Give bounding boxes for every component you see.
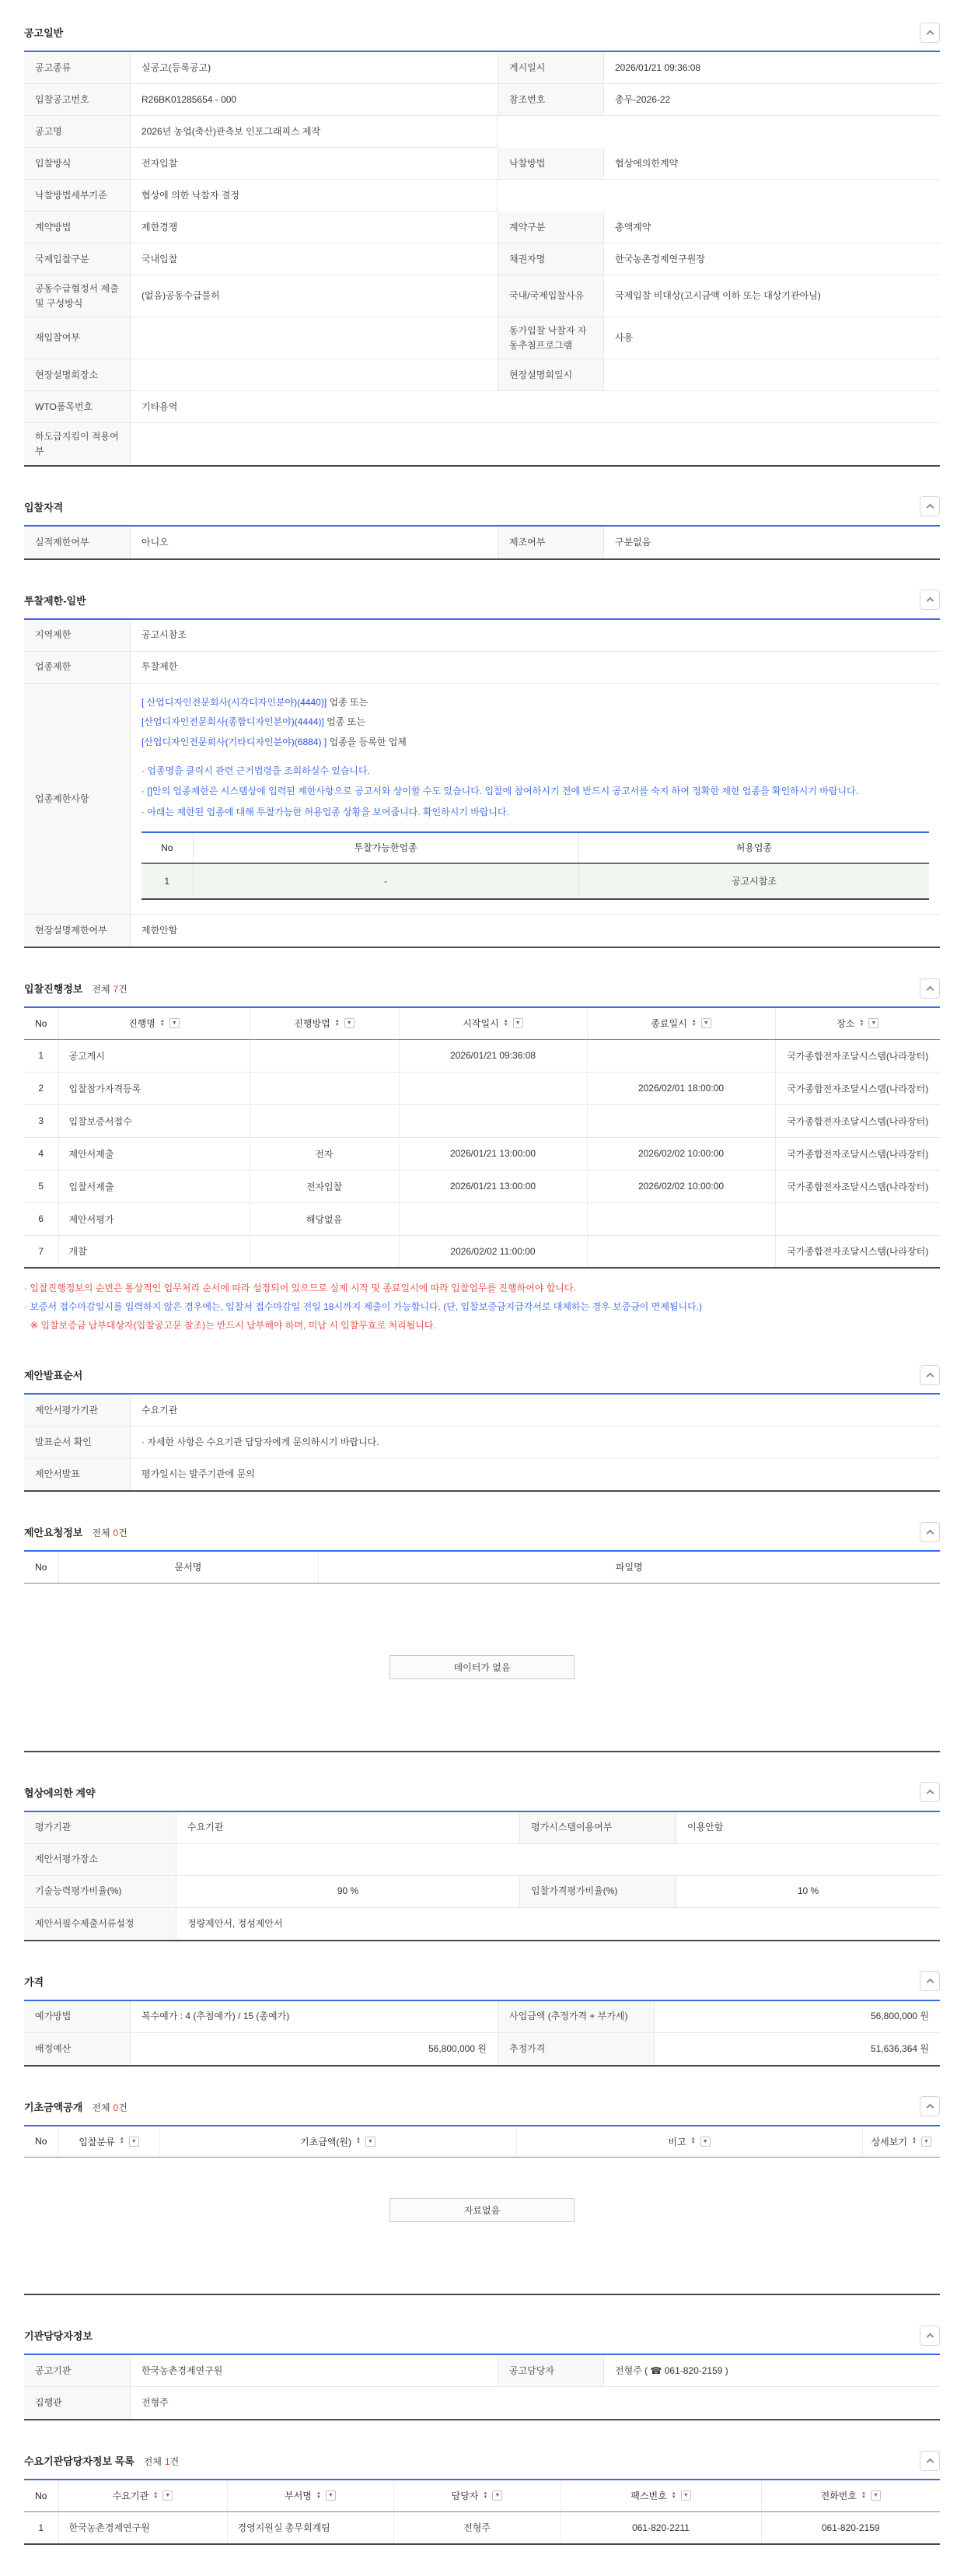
kv-value: 10 % (676, 1876, 940, 1908)
kv-label: 현장설명회장소 (24, 359, 131, 391)
chevron-up-icon (926, 2458, 934, 2466)
collapse-button[interactable] (920, 1365, 940, 1385)
cell-no: 7 (38, 1245, 44, 1257)
kv-label: 실적제한여부 (24, 527, 131, 558)
chevron-up-icon (926, 1790, 934, 1797)
rfp-table (24, 1550, 940, 1584)
section-header (24, 1364, 940, 1385)
kv-label: 예가방법 (24, 2001, 131, 2033)
section-title: 제안발표순서 (24, 1370, 83, 1382)
collapse-button[interactable] (920, 1522, 940, 1542)
kv-label: 계약방법 (24, 212, 131, 243)
section-header (24, 1521, 940, 1542)
column-header-amount: 기초금액(원) ▲ ▼ ▼ (159, 2126, 516, 2158)
cell-step: 개찰 (58, 1235, 250, 1268)
cell-start (399, 1104, 587, 1137)
table-header-row (24, 1007, 940, 1039)
sort-icon[interactable]: ▲ ▼ (356, 2137, 361, 2146)
chevron-up-icon (926, 1372, 934, 1380)
kv-value: 실공고(등록공고) (131, 52, 498, 84)
cell-step: 제안서평가 (58, 1202, 250, 1235)
kv-label: 국제입찰구분 (24, 243, 131, 275)
presentation-table (24, 1393, 940, 1492)
collapse-button[interactable] (920, 23, 940, 43)
section-header (24, 2096, 940, 2117)
restriction-note: · 업종명을 클릭시 관련 근거법령을 조회하실수 있습니다. (141, 765, 370, 776)
cell-org: 한국농촌경제연구원 (58, 2511, 227, 2544)
section-rfp (24, 1521, 940, 1752)
sort-icon[interactable]: ▲ ▼ (159, 1018, 165, 1027)
footnote: · 입찰진행정보의 순번은 통상적인 업무처리 순서에 따라 설정되어 있으므로 실제 시작 및 종료일시에 따라 입찰업무를 진행하여야 합니다. (24, 1283, 576, 1294)
qualification-table (24, 525, 940, 560)
kv-value: 정량제안서, 정성제안서 (187, 1917, 283, 1929)
price-table (24, 2000, 940, 2067)
cell-no: 6 (24, 1202, 58, 1235)
kv-label: 추정가격 (498, 2033, 655, 2065)
cell-start: 2026/01/21 13:00:00 (399, 1137, 587, 1170)
kv-value: (없음)공동수급불허 (131, 275, 498, 317)
filter-icon[interactable]: ▼ (129, 2137, 139, 2147)
cell-method: 해당없음 (250, 1202, 399, 1235)
kv-label: 현장설명회일시 (498, 359, 604, 391)
filter-icon[interactable]: ▼ (365, 2137, 375, 2147)
kv-value-with-phone-icon: 전형주 ( ☎ 061-820-2159 ) (604, 2355, 940, 2387)
kv-label: 제안서필수제출서류설정 (24, 1908, 176, 1940)
kv-label: 배정예산 (24, 2033, 131, 2065)
table-header-row (24, 1551, 940, 1583)
section-qualification (24, 496, 940, 560)
section-title: 입찰자격 (24, 501, 64, 513)
kv-label: 발표순서 확인 (24, 1426, 131, 1458)
table-row (24, 1039, 940, 1072)
chevron-up-icon (926, 30, 934, 37)
section-header (24, 1782, 940, 1803)
section-header (24, 2450, 940, 2471)
kv-value: 구분없음 (615, 536, 651, 548)
cell-step: 제안서제출 (58, 1137, 250, 1170)
cell-place: 국가종합전자조달시스템(나라장터) (775, 1235, 940, 1268)
kv-label: 공고종류 (24, 52, 131, 84)
filter-icon[interactable]: ▼ (513, 1018, 523, 1028)
table-row (24, 2511, 940, 2544)
kv-value: 사용 (604, 317, 940, 359)
column-header-person: 담당자 ▲ ▼ ▼ (393, 2480, 561, 2511)
kv-value: 평가일시는 발주기관에 문의 (141, 1468, 255, 1480)
total-count-badge: 전체 0건 (92, 2102, 127, 2113)
column-header-category: 입찰분류 ▲ ▼ ▼ (58, 2126, 159, 2158)
kv-label: 평가시스템이용여부 (519, 1812, 676, 1844)
cell-step: 입찰참가자격등록 (58, 1072, 250, 1104)
kv-label: 업종제한사항 (24, 684, 131, 915)
column-header: 허용업종 (578, 832, 929, 863)
sort-icon[interactable]: ▲ ▼ (690, 2137, 696, 2146)
cell-phone: 061-820-2159 (761, 2511, 940, 2544)
section-title: 입찰진행정보 (24, 983, 83, 996)
link-suffix: 업종을 등록한 업체 (327, 737, 407, 748)
cell-place: 국가종합전자조달시스템(나라장터) (775, 1170, 940, 1202)
kv-label: 기술능력평가비율(%) (24, 1876, 176, 1908)
cell-no: 5 (24, 1170, 58, 1202)
cell-no: 2 (24, 1072, 58, 1104)
empty-cell (498, 180, 940, 212)
kv-label: 재입찰여부 (24, 317, 131, 359)
table-row (24, 1235, 940, 1268)
sort-icon[interactable]: ▲ ▼ (483, 2490, 488, 2500)
section-progress (24, 978, 940, 1335)
kv-label: 평가기관 (24, 1812, 176, 1844)
cell-step: 공고게시 (58, 1039, 250, 1072)
kv-value: 한국농촌경제연구원장 (604, 243, 940, 275)
cell-biddable-industry: - (193, 863, 578, 899)
restriction-note: · []안의 업종제한은 시스템상에 입력된 제한사항으로 공고서와 상이할 수도 있습니다. 입찰에 참여하시기 전에 반드시 공고서를 숙지 하여 정확한 제한 업종을 확인하시기 바랍니다. (141, 786, 858, 797)
industry-link-line (141, 693, 929, 713)
kv-value (176, 1844, 940, 1876)
section-title: 수요기관담당자정보 목록 (24, 2455, 134, 2468)
cell-method: 전자 (250, 1137, 399, 1170)
filter-icon[interactable]: ▼ (871, 2490, 881, 2501)
table-row (24, 1170, 940, 1202)
cell-end (587, 1235, 775, 1268)
kv-value: 투찰제한 (131, 652, 940, 684)
kv-value: 공고시참조 (131, 620, 940, 652)
cell-end (587, 1202, 775, 1235)
column-header-no: No (24, 1007, 58, 1039)
kv-label: 채권자명 (498, 243, 604, 275)
kv-value: 총액계약 (604, 212, 940, 243)
table-header-row (24, 2480, 940, 2511)
cell-place (775, 1202, 940, 1235)
cell-method (250, 1072, 399, 1104)
cell-end (587, 1104, 775, 1137)
section-header (24, 978, 940, 999)
filter-icon[interactable]: ▼ (162, 2490, 173, 2501)
kv-value (131, 317, 498, 359)
kv-value: 복수예가 : 4 (추첨예가) / 15 (총예가) (131, 2001, 498, 2033)
kv-label: 계약구분 (498, 212, 604, 243)
restriction-table (24, 618, 940, 949)
collapse-button[interactable] (920, 2451, 940, 2471)
restriction-note: · 아래는 제한된 업종에 대해 투찰가능한 허용업종 상황을 보여줍니다. 확인하시기 바랍니다. (141, 806, 509, 817)
kv-label: 동가입찰 낙찰자 자동추첨프로그램 (498, 317, 604, 359)
industry-code-link[interactable]: [산업디자인전문회사(기타디자인분야)(6884) ] (141, 737, 327, 748)
kv-value: 협상에의한계약 (604, 148, 940, 180)
kv-value: 2026년 농업(축산)관측보 인포그래픽스 제작 (131, 116, 498, 148)
chevron-up-icon (926, 2333, 934, 2340)
kv-label: 하도급지킴이 적용여부 (24, 423, 131, 464)
column-header-file: 파일명 (318, 1551, 940, 1583)
section-title: 기초금액공개 (24, 2101, 83, 2113)
table-row (24, 1072, 940, 1104)
filter-icon[interactable]: ▼ (492, 2490, 502, 2501)
collapse-button[interactable] (920, 978, 940, 999)
section-title: 기관담당자정보 (24, 2330, 93, 2343)
cell-allowed-industry: 공고시참조 (578, 863, 929, 899)
general-info-table (24, 51, 940, 467)
kv-label: 입찰공고번호 (24, 84, 131, 116)
industry-code-link[interactable]: [ 산업디자인전문회사(시각디자인분야)(4440)] (141, 696, 327, 708)
kv-value: 90 % (176, 1876, 519, 1908)
industry-restriction-detail (131, 684, 940, 915)
cell-place: 국가종합전자조달시스템(나라장터) (775, 1137, 940, 1170)
filter-icon[interactable]: ▼ (701, 1018, 711, 1028)
kv-label: 제조여부 (498, 527, 604, 558)
sort-icon[interactable]: ▲ ▼ (316, 2490, 321, 2500)
column-header-remark: 비고 ▲ ▼ ▼ (516, 2126, 862, 2158)
filter-icon[interactable]: ▼ (868, 1018, 878, 1028)
total-count-badge: 전체 1건 (143, 2456, 180, 2468)
table-row (24, 1137, 940, 1170)
collapse-button[interactable] (920, 496, 940, 516)
cell-start: 2026/01/21 13:00:00 (399, 1170, 587, 1202)
kv-label: 공동수급협정서 제출 및 구성방식 (24, 275, 131, 317)
kv-value: 수요기관 (131, 1395, 940, 1426)
cell-no: 1 (141, 863, 193, 899)
cell-start: 2026/02/02 11:00:00 (399, 1235, 587, 1268)
section-title: 가격 (24, 1976, 44, 1988)
kv-value: 국제입찰 비대상(고시금액 이하 또는 대상기관아님) (604, 275, 940, 317)
cell-place: 국가종합전자조달시스템(나라장터) (775, 1039, 940, 1072)
filter-icon[interactable]: ▼ (326, 2490, 336, 2501)
allowed-industry-table (141, 831, 929, 900)
table-header-row (141, 832, 929, 863)
kv-value: 전자입찰 (131, 148, 498, 180)
kv-value: 제한안함 (141, 925, 178, 936)
sort-icon[interactable]: ▲ ▼ (861, 2490, 866, 2500)
kv-value: · 자세한 사항은 수요기관 담당자에게 문의하시기 바랍니다. (131, 1426, 940, 1458)
section-header (24, 2325, 940, 2346)
sort-icon[interactable]: ▲ ▼ (153, 2490, 159, 2500)
link-suffix: 업종 또는 (327, 696, 368, 708)
section-agency-contact (24, 2325, 940, 2420)
kv-value: 2026/01/21 09:36:08 (604, 52, 940, 84)
cell-person: 전형주 (393, 2511, 561, 2544)
cell-no: 3 (24, 1104, 58, 1137)
cell-method (250, 1104, 399, 1137)
cell-no: 1 (38, 2522, 44, 2533)
industry-link-line (141, 712, 929, 733)
section-title: 제안요청정보 (24, 1527, 83, 1539)
cell-start: 2026/01/21 09:36:08 (399, 1039, 587, 1072)
kv-value: 기타용역 (131, 391, 940, 423)
kv-label: 제안서평가장소 (24, 1844, 176, 1876)
sort-icon[interactable]: ▲ ▼ (671, 2490, 676, 2500)
cell-no: 1 (24, 1039, 58, 1072)
cell-no: 4 (24, 1137, 58, 1170)
cell-method: 전자입찰 (250, 1170, 399, 1202)
section-negotiation (24, 1782, 940, 1941)
column-header-fax: 팩스번호 ▲ ▼ ▼ (561, 2480, 761, 2511)
column-header: 투찰가능한업종 (193, 832, 578, 863)
table-row (141, 863, 929, 899)
cell-end: 2026/02/02 10:00:00 (587, 1170, 775, 1202)
collapse-button[interactable] (920, 1782, 940, 1802)
column-header-no: No (24, 2126, 58, 2158)
section-title: 협상에의한 계약 (24, 1787, 96, 1799)
section-header (24, 1971, 940, 1992)
kv-value (604, 359, 940, 391)
column-header-place: 장소 ▲ ▼ ▼ (775, 1007, 940, 1039)
industry-link-line (141, 733, 929, 753)
filter-icon[interactable]: ▼ (921, 2137, 931, 2147)
section-header (24, 590, 940, 611)
section-base-amount (24, 2096, 940, 2296)
kv-value: 56,800,000 원 (655, 2001, 940, 2033)
column-header-detail: 상세보기 ▲ ▼ ▼ (862, 2126, 940, 2158)
kv-value: 전형주 (141, 2397, 169, 2409)
collapse-button[interactable] (920, 590, 940, 610)
kv-value: 이용안함 (676, 1812, 940, 1844)
kv-value: 총무-2026-22 (604, 84, 940, 116)
progress-footnotes (24, 1279, 940, 1335)
kv-label: 현장설명제한여부 (24, 915, 131, 947)
sort-icon[interactable]: ▲ ▼ (119, 2137, 124, 2146)
section-general (24, 22, 940, 467)
section-title: 공고일반 (24, 27, 64, 39)
filter-icon[interactable]: ▼ (169, 1018, 180, 1028)
total-count-badge: 전체 7건 (92, 984, 127, 996)
total-count-badge: 전체 0건 (92, 1528, 127, 1539)
kv-label: 국내/국제입찰사유 (498, 275, 604, 317)
kv-label: 제안서평가기관 (24, 1395, 131, 1426)
progress-table (24, 1006, 940, 1269)
chevron-up-icon (926, 1979, 934, 1986)
cell-dept: 경영지원실 총무회계팀 (227, 2511, 393, 2544)
empty-table-zone (24, 2158, 940, 2295)
table-row (24, 1202, 940, 1235)
kv-value: 국내입찰 (131, 243, 498, 275)
section-header (24, 22, 940, 43)
kv-value: 협상에 의한 낙찰자 결정 (131, 180, 498, 212)
collapse-button[interactable] (920, 2326, 940, 2346)
column-header-org: 수요기관 ▲ ▼ ▼ (58, 2480, 227, 2511)
filter-icon[interactable]: ▼ (700, 2137, 711, 2147)
kv-label: 사업금액 (추정가격 + 부가세) (498, 2001, 655, 2033)
sort-icon[interactable]: ▲ ▼ (691, 1018, 697, 1027)
column-header-method: 진행방법 ▲ ▼ ▼ (250, 1007, 399, 1039)
kv-label: 지역제한 (24, 620, 131, 652)
agency-contact-table (24, 2354, 940, 2420)
cell-end: 2026/02/02 10:00:00 (587, 1137, 775, 1170)
kv-value: R26BK01285654 - 000 (131, 84, 498, 116)
kv-label: 공고담당자 (498, 2355, 604, 2387)
kv-label: 공고명 (24, 116, 131, 148)
chevron-up-icon (926, 2104, 934, 2112)
column-header-doc: 문서명 (58, 1551, 318, 1583)
kv-value (131, 359, 498, 391)
kv-value: 아니오 (141, 536, 169, 548)
kv-value: 제한경쟁 (131, 212, 498, 243)
kv-label: 제안서발표 (24, 1458, 131, 1490)
kv-value: 51,636,364 원 (871, 2042, 929, 2054)
footnote: · 보증서 접수마감일시를 입력하지 않은 경우에는, 입찰서 접수마감일 전일 18시까지 제출이 가능합니다. (단, 입찰보증금지급각서로 대체하는 경우 보증금이 면제됩니다.) (24, 1301, 703, 1313)
kv-value: 수요기관 (176, 1812, 519, 1844)
column-header: No (141, 832, 193, 863)
sort-icon[interactable]: ▲ ▼ (911, 2137, 917, 2146)
cell-place: 국가종합전자조달시스템(나라장터) (775, 1104, 940, 1137)
filter-icon[interactable]: ▼ (344, 1018, 355, 1028)
cell-method (250, 1039, 399, 1072)
kv-value: 56,800,000 원 (428, 2042, 487, 2054)
base-amount-table (24, 2125, 940, 2158)
section-presentation (24, 1364, 940, 1492)
sort-icon[interactable]: ▲ ▼ (334, 1018, 340, 1027)
demand-contacts-table (24, 2479, 940, 2545)
kv-label: 참조번호 (498, 84, 604, 116)
negotiation-table (24, 1811, 940, 1941)
footnote: ※ 입찰보증금 납부대상자(입찰공고문 참조)는 반드시 납부해야 하며, 미납 시 입찰무효로 처리됩니다. (30, 1320, 436, 1332)
cell-method (250, 1235, 399, 1268)
table-header-row (24, 2126, 940, 2158)
empty-table-zone (24, 1584, 940, 1752)
chevron-up-icon (926, 597, 934, 605)
column-header-start: 시작일시 ▲ ▼ ▼ (399, 1007, 587, 1039)
kv-value: 한국농촌경제연구원 (131, 2355, 498, 2387)
column-header-phone: 전화번호 ▲ ▼ ▼ (761, 2480, 940, 2511)
column-header-step: 진행명 ▲ ▼ ▼ (58, 1007, 250, 1039)
section-title: 투찰제한-일반 (24, 594, 86, 607)
cell-end (587, 1039, 775, 1072)
no-data-button[interactable]: 자료없음 (389, 2198, 575, 2222)
cell-start (399, 1072, 587, 1104)
column-header-dept: 부서명 ▲ ▼ ▼ (227, 2480, 393, 2511)
column-header-no: No (24, 2480, 58, 2511)
kv-label: 입찰방식 (24, 148, 131, 180)
kv-value (131, 423, 940, 464)
chevron-up-icon (926, 504, 934, 512)
table-row (24, 1104, 940, 1137)
cell-start (399, 1202, 587, 1235)
sort-icon[interactable]: ▲ ▼ (503, 1018, 508, 1027)
link-suffix: 업종 또는 (323, 716, 365, 728)
filter-icon[interactable]: ▼ (681, 2490, 691, 2501)
kv-label: WTO품목번호 (24, 391, 131, 423)
cell-end: 2026/02/01 18:00:00 (587, 1072, 775, 1104)
kv-label: 낙찰방법 (498, 148, 604, 180)
column-header-end: 종료일시 ▲ ▼ ▼ (587, 1007, 775, 1039)
kv-label: 업종제한 (24, 652, 131, 684)
chevron-up-icon (926, 1529, 934, 1537)
no-data-button[interactable]: 데이터가 없음 (389, 1655, 575, 1679)
collapse-button[interactable] (920, 1971, 940, 1991)
chevron-up-icon (926, 985, 934, 993)
cell-step: 입찰서제출 (58, 1170, 250, 1202)
section-header (24, 496, 940, 517)
collapse-button[interactable] (920, 2096, 940, 2116)
kv-label: 낙찰방법세부기준 (24, 180, 131, 212)
industry-code-link[interactable]: [산업디자인전문회사(종합디자인분야)(4444)] (141, 716, 324, 728)
cell-fax: 061-820-2211 (561, 2511, 761, 2544)
sort-icon[interactable]: ▲ ▼ (859, 1018, 864, 1027)
kv-label: 공고기관 (24, 2355, 131, 2387)
column-header-no: No (24, 1551, 58, 1583)
kv-label: 입찰가격평가비율(%) (519, 1876, 676, 1908)
cell-step: 입찰보증서접수 (58, 1104, 250, 1137)
empty-cell (498, 116, 940, 148)
kv-label: 게시일시 (498, 52, 604, 84)
section-demand-contacts (24, 2450, 940, 2545)
section-restriction (24, 590, 940, 949)
cell-place: 국가종합전자조달시스템(나라장터) (775, 1072, 940, 1104)
section-price (24, 1971, 940, 2067)
kv-label: 집행관 (24, 2387, 131, 2419)
